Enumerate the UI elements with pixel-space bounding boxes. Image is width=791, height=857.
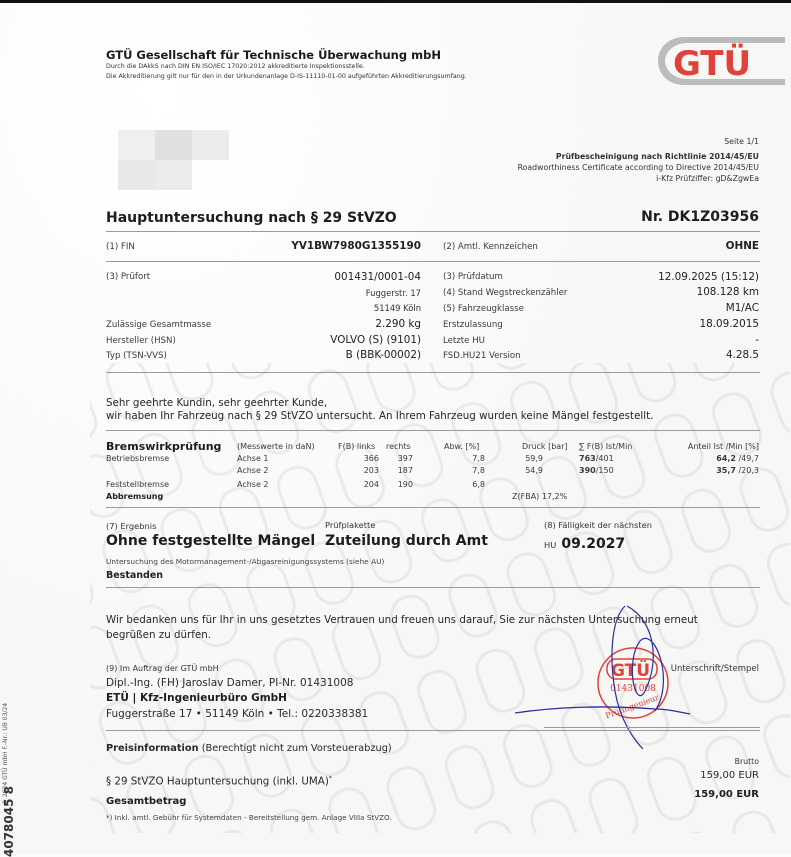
svg-text:GTÜ: GTÜ	[611, 661, 651, 681]
brake-row-left: 203	[363, 466, 379, 475]
brake-row-axle: Achse 2	[237, 466, 269, 475]
brake-row-share: 64,2 /49,7	[716, 454, 759, 463]
company-address: Fuggerstraße 17 • 51149 Köln • Tel.: 0220338381	[106, 708, 369, 720]
fsd-version-value: 4.28.5	[725, 349, 759, 361]
price-info-note: (Berechtigt nicht zum Vorsteuerabzug)	[198, 743, 392, 754]
accreditation-line-2: Die Akkreditierung gilt nur für den in der Urkundenanlage D-IS-11110-01-00 aufgeführten Akkreditierungsumfang.	[106, 73, 467, 80]
total-value: 159,00 EUR	[694, 789, 759, 800]
last-hu-value: -	[755, 334, 759, 346]
price-info-heading	[106, 743, 392, 754]
brake-row-deviation: 7,8	[472, 454, 485, 463]
divider	[106, 507, 760, 508]
inspection-site-city: 51149 Köln	[373, 303, 421, 313]
brake-row-deviation: 6,8	[472, 480, 485, 489]
divider	[106, 231, 760, 232]
result-value: Ohne festgestellte Mängel	[106, 533, 316, 549]
first-registration-value: 18.09.2015	[699, 318, 759, 330]
brake-row-pressure: 59,9	[525, 454, 543, 463]
brake-row-sum: 763/401	[579, 454, 614, 463]
next-due-value: 09.2027	[561, 536, 626, 552]
brake-right-header: rechts	[386, 442, 411, 451]
inspector-name: Dipl.-Ing. (FH) Jaroslav Damer, PI-Nr. 01431008	[106, 677, 354, 689]
brake-row-pressure: 54,9	[525, 466, 543, 475]
brake-row-right: 397	[397, 454, 413, 463]
price-footnote: *) Inkl. amtl. Gebühr für Systemdaten - Bereitstellung gem. Anlage VIIIa StVZO.	[106, 813, 392, 822]
fsd-version-label: FSD.HU21 Version	[443, 351, 521, 361]
document-title: Hauptuntersuchung nach § 29 StVZO	[106, 210, 397, 226]
vehicle-class-value: M1/AC	[725, 302, 759, 314]
brake-row-right: 190	[397, 480, 413, 489]
page-indicator: Seite 1/1	[724, 137, 759, 146]
brake-row-axle: Achse 2	[237, 480, 269, 489]
plakette-label: Prüfplakette	[325, 520, 376, 530]
type-label: Typ (TSN-VVS)	[106, 351, 167, 361]
divider	[106, 372, 760, 373]
divider	[106, 261, 760, 262]
brake-row-left: 366	[363, 454, 379, 463]
type-value: B (BBK-00002)	[345, 349, 421, 361]
odometer-label: (4) Stand Wegstreckenzähler	[443, 288, 568, 298]
redacted-address	[118, 130, 230, 190]
result-label: (7) Ergebnis	[106, 521, 157, 531]
plate-value: OHNE	[725, 240, 759, 252]
vehicle-class-label: (5) Fahrzeugklasse	[443, 304, 524, 314]
brake-row-type: Betriebsbremse	[106, 454, 170, 463]
brake-row-axle: Achse 1	[237, 454, 269, 463]
plate-label: (2) Amtl. Kennzeichen	[443, 242, 538, 252]
brake-deviation-header: Abw. [%]	[444, 442, 480, 451]
greeting-line-2: wir haben Ihr Fahrzeug nach § 29 StVZO untersucht. An Ihrem Fahrzeug wurden keine Mängel festgestellt.	[106, 410, 654, 422]
price-item-value: 159,00 EUR	[700, 770, 759, 781]
signature-line	[544, 727, 760, 728]
document-page	[0, 3, 791, 857]
accreditation-line-1: Durch die DAkkS nach DIN EN ISO/IEC 17020:2012 akkreditierte Inspektionsstelle.	[106, 63, 365, 70]
handwritten-signature	[515, 601, 695, 751]
brake-row-sum: 390/150	[579, 466, 614, 475]
brake-test-title: Bremswirkprüfung	[106, 440, 222, 453]
inspection-company: ETÜ | Kfz-Ingenieurbüro GmbH	[106, 692, 287, 704]
next-due-prefix: HU	[544, 540, 557, 550]
form-number: 4078045 8	[2, 786, 16, 857]
price-item-label: § 29 StVZO Hauptuntersuchung (inkl. UMA)*	[106, 775, 332, 788]
fin-value: YV1BW7980G1355190	[291, 240, 421, 252]
document-number: Nr. DK1Z03956	[641, 209, 759, 225]
inspection-site-label: (3) Prüfort	[106, 272, 151, 282]
greeting-line-1: Sehr geehrte Kundin, sehr geehrter Kunde,	[106, 397, 328, 409]
company-name: GTÜ Gesellschaft für Technische Überwachung mbH	[106, 48, 441, 62]
brake-sum-header: ∑ F(B) Ist/Min	[579, 442, 633, 451]
next-due	[544, 533, 625, 552]
au-value: Bestanden	[106, 570, 164, 581]
fin-label: (1) FIN	[106, 242, 135, 252]
inspection-date-label: (3) Prüfdatum	[443, 272, 503, 282]
on-behalf-label: (9) Im Auftrag der GTÜ mbH	[106, 664, 219, 673]
inspection-date-value: 12.09.2025 (15:12)	[658, 271, 759, 283]
gross-weight-label: Zulässige Gesamtmasse	[106, 320, 212, 330]
brake-left-header: F(B) links	[338, 442, 376, 451]
closing-line-1: Wir bedanken uns für Ihr in uns gesetztes Vertrauen und freuen uns darauf, Sie zur nächsten Untersuchung erneut	[106, 614, 698, 626]
signature-label: Unterschrift/Stempel	[670, 664, 759, 674]
next-due-label: (8) Fälligkeit der nächsten	[544, 520, 652, 530]
brake-pressure-header: Druck [bar]	[522, 442, 568, 451]
svg-text:01431008: 01431008	[610, 684, 656, 694]
gtu-logo-icon	[655, 33, 785, 89]
brake-row-type: Feststellbremse	[106, 480, 170, 489]
ikfz-check-digit: i-Kfz Prüfziffer: gD&ZgwEa	[656, 174, 759, 183]
zfba-value: Z(FBA) 17,2%	[512, 492, 568, 501]
brake-row-deviation: 7,8	[472, 466, 485, 475]
first-registration-label: Erstzulassung	[443, 320, 503, 330]
svg-text:GTÜ: GTÜ	[673, 44, 752, 84]
divider	[106, 587, 760, 588]
gross-label: Brutto	[734, 757, 759, 766]
price-info-title: Preisinformation	[106, 743, 199, 754]
closing-line-2: begrüßen zu dürfen.	[106, 629, 212, 641]
gross-weight-value: 2.290 kg	[375, 318, 421, 330]
svg-text:Prüfingenieur: Prüfingenieur	[604, 692, 661, 721]
total-label: Gesamtbetrag	[106, 796, 187, 807]
deceleration-label: Abbremsung	[106, 492, 164, 501]
certificate-title-de: Prüfbescheinigung nach Richtlinie 2014/45/EU	[555, 152, 759, 161]
manufacturer-value: VOLVO (S) (9101)	[330, 334, 421, 346]
manufacturer-label: Hersteller (HSN)	[106, 336, 176, 346]
certificate-title-en: Roadworthiness Certificate according to Directive 2014/45/EU	[517, 163, 759, 172]
odometer-value: 108.128 km	[696, 286, 759, 298]
brake-row-right: 187	[397, 466, 413, 475]
copyright-form-code: © 2024 GTÜ mbH F.-Nr.: UB 03/24	[2, 702, 9, 805]
au-label: Untersuchung des Motormanagement-/Abgasreinigungssystems (siehe AU)	[106, 557, 385, 566]
plakette-value: Zuteilung durch Amt	[325, 533, 488, 549]
divider	[106, 430, 760, 431]
brake-share-header: Anteil Ist /Min [%]	[687, 442, 759, 451]
brake-unit-header: (Messwerte in daN)	[237, 442, 315, 451]
inspection-site-street: Fuggerstr. 17	[365, 288, 421, 298]
brake-row-left: 204	[363, 480, 379, 489]
inspection-site-value: 001431/0001-04	[334, 271, 421, 283]
watermark-pattern	[90, 363, 790, 833]
brake-row-share: 35,7 /20,3	[716, 466, 759, 475]
last-hu-label: Letzte HU	[443, 336, 485, 346]
divider	[106, 730, 760, 731]
